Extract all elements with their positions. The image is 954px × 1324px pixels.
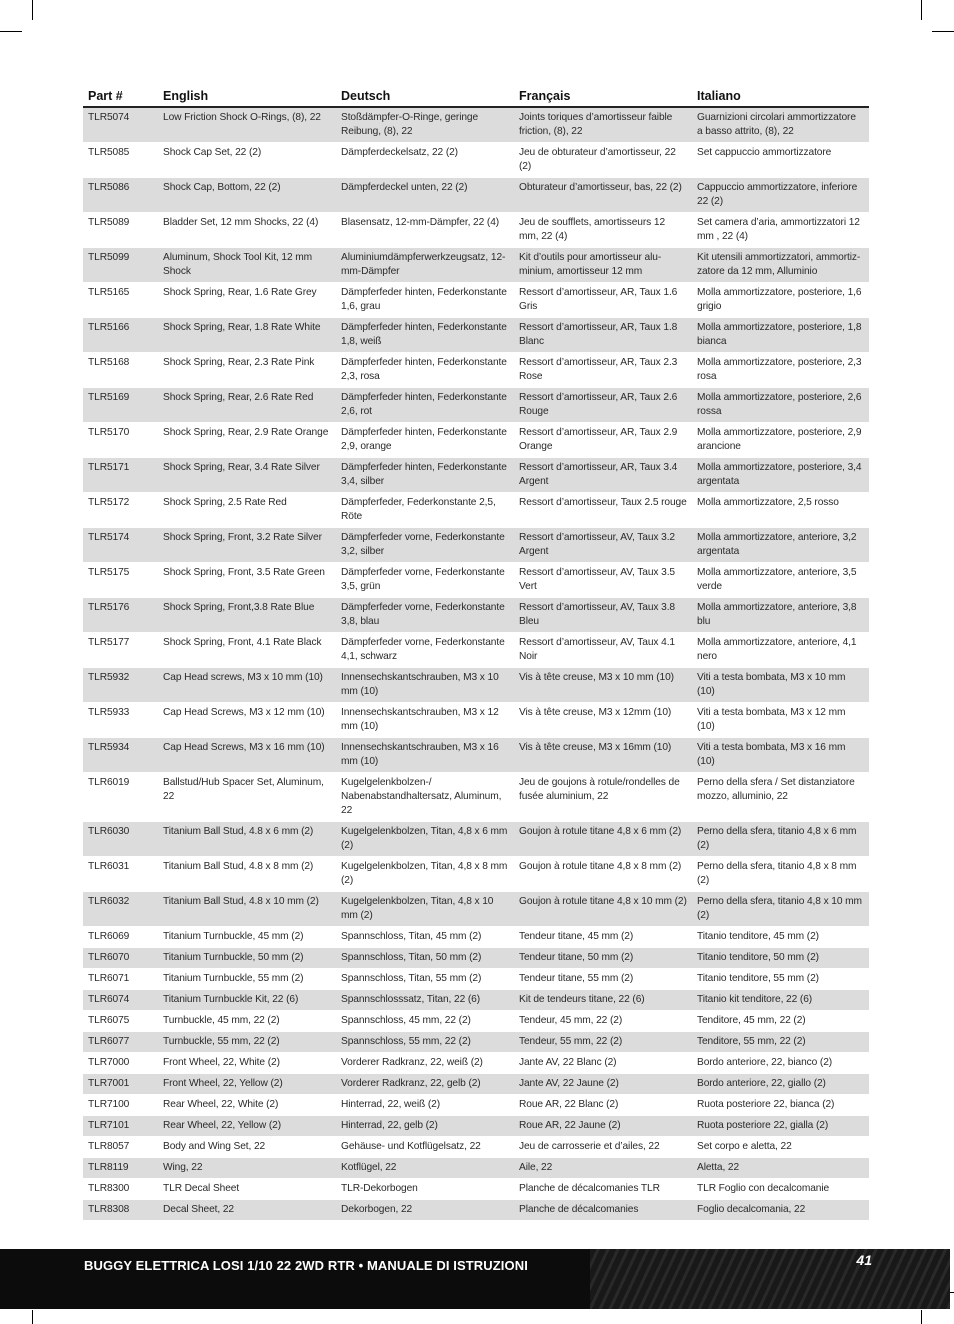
- cell-english: Titanium Turnbuckle, 55 mm (2): [158, 969, 336, 990]
- cell-english: Titanium Turnbuckle, 50 mm (2): [158, 948, 336, 969]
- cell-english: Shock Spring, Front, 4.1 Rate Black: [158, 633, 336, 668]
- cell-italiano: Molla ammortizzatore, posteriore, 2,6 rossa: [692, 388, 869, 423]
- table-row: [83, 493, 869, 528]
- cell-italiano: Set camera d’aria, ammortizzatori 12 mm , 22 (4): [692, 213, 869, 248]
- cell-deutsch: Hinterrad, 22, weiß (2): [336, 1095, 514, 1116]
- page-number: 41: [856, 1252, 872, 1268]
- cell-part-number: TLR5177: [83, 633, 158, 668]
- cell-francais: Tendeur titane, 45 mm (2): [514, 927, 692, 948]
- cell-francais: Planche de décalcomanies: [514, 1200, 692, 1221]
- cell-part-number: TLR5169: [83, 388, 158, 423]
- parts-table: [83, 84, 869, 1221]
- cell-english: Shock Spring, Rear, 1.8 Rate White: [158, 318, 336, 353]
- cell-english: Aluminum, Shock Tool Kit, 12 mm Shock: [158, 248, 336, 283]
- cell-francais: Kit de tendeurs titane, 22 (6): [514, 990, 692, 1011]
- cell-english: Rear Wheel, 22, Yellow (2): [158, 1116, 336, 1137]
- cell-english: TLR Decal Sheet: [158, 1179, 336, 1200]
- cell-italiano: Titanio kit tenditore, 22 (6): [692, 990, 869, 1011]
- cell-english: Shock Spring, Front,3.8 Rate Blue: [158, 598, 336, 633]
- cell-english: Ballstud/Hub Spacer Set, Aluminum, 22: [158, 773, 336, 822]
- cell-deutsch: Dämpferdeckelsatz, 22 (2): [336, 143, 514, 178]
- cell-francais: Obturateur d’amortisseur, bas, 22 (2): [514, 178, 692, 213]
- cell-part-number: TLR5176: [83, 598, 158, 633]
- cell-deutsch: Kugelgelenkbolzen-/ Nabenabstandhaltersatz, Aluminum, 22: [336, 773, 514, 822]
- table-row: [83, 857, 869, 892]
- crop-mark: [932, 31, 954, 32]
- cell-english: Shock Spring, Front, 3.2 Rate Silver: [158, 528, 336, 563]
- cell-italiano: Bordo anteriore, 22, giallo (2): [692, 1074, 869, 1095]
- cell-deutsch: Spannschlosssatz, Titan, 22 (6): [336, 990, 514, 1011]
- cell-part-number: TLR5099: [83, 248, 158, 283]
- crop-mark: [0, 31, 22, 32]
- table-row: [83, 563, 869, 598]
- table-row: [83, 1095, 869, 1116]
- table-row: [83, 1074, 869, 1095]
- cell-part-number: TLR6032: [83, 892, 158, 927]
- cell-francais: Vis à tête creuse, M3 x 10 mm (10): [514, 668, 692, 703]
- cell-part-number: TLR6031: [83, 857, 158, 892]
- cell-part-number: TLR5166: [83, 318, 158, 353]
- cell-italiano: Tenditore, 45 mm, 22 (2): [692, 1011, 869, 1032]
- cell-english: Body and Wing Set, 22: [158, 1137, 336, 1158]
- cell-francais: Ressort d’amortisseur, AR, Taux 2.3 Rose: [514, 353, 692, 388]
- cell-english: Turnbuckle, 45 mm, 22 (2): [158, 1011, 336, 1032]
- cell-deutsch: Kugelgelenkbolzen, Titan, 4,8 x 8 mm (2): [336, 857, 514, 892]
- cell-deutsch: Innensechskantschrauben, M3 x 12 mm (10): [336, 703, 514, 738]
- table-row: [83, 633, 869, 668]
- cell-english: Titanium Turnbuckle Kit, 22 (6): [158, 990, 336, 1011]
- cell-part-number: TLR7000: [83, 1053, 158, 1074]
- table-row: [83, 948, 869, 969]
- cell-part-number: TLR6075: [83, 1011, 158, 1032]
- cell-francais: Goujon à rotule titane 4,8 x 10 mm (2): [514, 892, 692, 927]
- cell-deutsch: Dämpferfeder hinten, Federkonstante 2,3, rosa: [336, 353, 514, 388]
- cell-francais: Ressort d’amortisseur, AV, Taux 3.5 Vert: [514, 563, 692, 598]
- cell-francais: Ressort d’amortisseur, Taux 2.5 rouge: [514, 493, 692, 528]
- cell-deutsch: Spannschloss, 55 mm, 22 (2): [336, 1032, 514, 1053]
- cell-part-number: TLR7001: [83, 1074, 158, 1095]
- cell-deutsch: Blasensatz, 12-mm-Dämpfer, 22 (4): [336, 213, 514, 248]
- cell-english: Titanium Ball Stud, 4.8 x 6 mm (2): [158, 822, 336, 857]
- cell-italiano: Perno della sfera / Set distanziatore mozzo, alluminio, 22: [692, 773, 869, 822]
- footer-left-cap: [0, 1249, 32, 1309]
- table-row: [83, 423, 869, 458]
- cell-francais: Tendeur titane, 50 mm (2): [514, 948, 692, 969]
- cell-francais: Jeu de obturateur d’amortisseur, 22 (2): [514, 143, 692, 178]
- cell-english: Titanium Turnbuckle, 45 mm (2): [158, 927, 336, 948]
- cell-part-number: TLR5089: [83, 213, 158, 248]
- cell-francais: Jeu de soufflets, amortisseurs 12 mm, 22 (4): [514, 213, 692, 248]
- cell-francais: Jante AV, 22 Blanc (2): [514, 1053, 692, 1074]
- cell-italiano: Ruota posteriore 22, gialla (2): [692, 1116, 869, 1137]
- table-row: [83, 738, 869, 773]
- cell-italiano: Viti a testa bombata, M3 x 16 mm (10): [692, 738, 869, 773]
- cell-part-number: TLR5171: [83, 458, 158, 493]
- table-row: [83, 107, 869, 143]
- cell-italiano: Perno della sfera, titanio 4,8 x 6 mm (2): [692, 822, 869, 857]
- cell-part-number: TLR6077: [83, 1032, 158, 1053]
- cell-deutsch: Hinterrad, 22, gelb (2): [336, 1116, 514, 1137]
- cell-italiano: Molla ammortizzatore, anteriore, 3,2 argentata: [692, 528, 869, 563]
- cell-italiano: Molla ammortizzatore, posteriore, 1,8 bianca: [692, 318, 869, 353]
- cell-part-number: TLR8057: [83, 1137, 158, 1158]
- cell-italiano: Bordo anteriore, 22, bianco (2): [692, 1053, 869, 1074]
- cell-deutsch: Dekorbogen, 22: [336, 1200, 514, 1221]
- cell-deutsch: Gehäuse- und Kotflügelsatz, 22: [336, 1137, 514, 1158]
- column-header-part: Part #: [83, 84, 158, 107]
- cell-italiano: Molla ammortizzatore, 2,5 rosso: [692, 493, 869, 528]
- cell-italiano: Set corpo e aletta, 22: [692, 1137, 869, 1158]
- cell-part-number: TLR5168: [83, 353, 158, 388]
- table-row: [83, 598, 869, 633]
- cell-italiano: Molla ammortizzatore, posteriore, 2,9 arancione: [692, 423, 869, 458]
- cell-italiano: Guarnizioni circolari ammortizzatore a basso attrito, (8), 22: [692, 107, 869, 143]
- cell-deutsch: Dämpferfeder hinten, Federkonstante 1,6, grau: [336, 283, 514, 318]
- cell-italiano: Ruota posteriore 22, bianca (2): [692, 1095, 869, 1116]
- table-row: [83, 892, 869, 927]
- table-row: [83, 990, 869, 1011]
- cell-italiano: Foglio decalcomania, 22: [692, 1200, 869, 1221]
- cell-part-number: TLR6030: [83, 822, 158, 857]
- cell-italiano: Molla ammortizzatore, posteriore, 3,4 argentata: [692, 458, 869, 493]
- cell-deutsch: Spannschloss, Titan, 50 mm (2): [336, 948, 514, 969]
- cell-english: Shock Spring, Rear, 1.6 Rate Grey: [158, 283, 336, 318]
- cell-deutsch: Dämpferdeckel unten, 22 (2): [336, 178, 514, 213]
- cell-english: Titanium Ball Stud, 4.8 x 10 mm (2): [158, 892, 336, 927]
- cell-deutsch: Kugelgelenkbolzen, Titan, 4,8 x 10 mm (2): [336, 892, 514, 927]
- cell-part-number: TLR5172: [83, 493, 158, 528]
- cell-deutsch: Aluminiumdämpferwerkzeugsatz, 12-mm-Dämpfer: [336, 248, 514, 283]
- table-row: [83, 1116, 869, 1137]
- cell-francais: Roue AR, 22 Jaune (2): [514, 1116, 692, 1137]
- table-row: [83, 1179, 869, 1200]
- cell-italiano: TLR Foglio con decalcomanie: [692, 1179, 869, 1200]
- cell-deutsch: Dämpferfeder, Federkonstante 2,5, Röte: [336, 493, 514, 528]
- cell-francais: Kit d’outils pour amortisseur aluminium, amortisseur 12 mm: [514, 248, 692, 283]
- cell-english: Front Wheel, 22, White (2): [158, 1053, 336, 1074]
- cell-english: Cap Head Screws, M3 x 16 mm (10): [158, 738, 336, 773]
- cell-english: Cap Head screws, M3 x 10 mm (10): [158, 668, 336, 703]
- cell-part-number: TLR5175: [83, 563, 158, 598]
- cell-italiano: Molla ammortizzatore, posteriore, 2,3 rosa: [692, 353, 869, 388]
- cell-italiano: Titanio tenditore, 50 mm (2): [692, 948, 869, 969]
- cell-francais: Jeu de goujons à rotule/rondelles de fusée aluminium, 22: [514, 773, 692, 822]
- cell-francais: Ressort d’amortisseur, AV, Taux 4.1 Noir: [514, 633, 692, 668]
- cell-part-number: TLR5085: [83, 143, 158, 178]
- cell-english: Shock Cap, Bottom, 22 (2): [158, 178, 336, 213]
- cell-deutsch: Vorderer Radkranz, 22, gelb (2): [336, 1074, 514, 1095]
- table-row: [83, 143, 869, 178]
- cell-italiano: Perno della sfera, titanio 4,8 x 10 mm (2): [692, 892, 869, 927]
- column-header-english: English: [158, 84, 336, 107]
- cell-part-number: TLR8308: [83, 1200, 158, 1221]
- table-header-row: [83, 84, 869, 107]
- cell-francais: Ressort d’amortisseur, AR, Taux 2.6 Rouge: [514, 388, 692, 423]
- cell-english: Low Friction Shock O-Rings, (8), 22: [158, 107, 336, 143]
- table-row: [83, 1200, 869, 1221]
- cell-italiano: Viti a testa bombata, M3 x 12 mm (10): [692, 703, 869, 738]
- page-footer: [32, 1249, 950, 1309]
- cell-italiano: Cappuccio ammortizzatore, inferiore 22 (2): [692, 178, 869, 213]
- crop-mark: [921, 0, 922, 20]
- table-row: [83, 773, 869, 822]
- table-row: [83, 822, 869, 857]
- cell-francais: Ressort d’amortisseur, AV, Taux 3.2 Argent: [514, 528, 692, 563]
- table-row: [83, 178, 869, 213]
- cell-part-number: TLR7100: [83, 1095, 158, 1116]
- cell-italiano: Perno della sfera, titanio 4,8 x 8 mm (2): [692, 857, 869, 892]
- table-row: [83, 1011, 869, 1032]
- cell-part-number: TLR5086: [83, 178, 158, 213]
- cell-english: Titanium Ball Stud, 4.8 x 8 mm (2): [158, 857, 336, 892]
- cell-francais: Aile, 22: [514, 1158, 692, 1179]
- cell-italiano: Molla ammortizzatore, posteriore, 1,6 grigio: [692, 283, 869, 318]
- cell-deutsch: Kotflügel, 22: [336, 1158, 514, 1179]
- cell-english: Shock Spring, Rear, 3.4 Rate Silver: [158, 458, 336, 493]
- cell-english: Shock Cap Set, 22 (2): [158, 143, 336, 178]
- cell-francais: Ressort d’amortisseur, AR, Taux 2.9 Orange: [514, 423, 692, 458]
- column-header-francais: Français: [514, 84, 692, 107]
- table-row: [83, 703, 869, 738]
- cell-italiano: Titanio tenditore, 55 mm (2): [692, 969, 869, 990]
- table-row: [83, 528, 869, 563]
- column-header-italiano: Italiano: [692, 84, 869, 107]
- table-row: [83, 1053, 869, 1074]
- cell-part-number: TLR5170: [83, 423, 158, 458]
- cell-deutsch: Dämpferfeder vorne, Federkonstante 3,8, blau: [336, 598, 514, 633]
- table-row: [83, 318, 869, 353]
- cell-francais: Jeu de carrosserie et d’ailes, 22: [514, 1137, 692, 1158]
- cell-english: Shock Spring, Rear, 2.6 Rate Red: [158, 388, 336, 423]
- cell-english: Wing, 22: [158, 1158, 336, 1179]
- cell-deutsch: Innensechskantschrauben, M3 x 16 mm (10): [336, 738, 514, 773]
- cell-part-number: TLR7101: [83, 1116, 158, 1137]
- cell-francais: Joints toriques d’amortisseur faible friction, (8), 22: [514, 107, 692, 143]
- cell-francais: Goujon à rotule titane 4,8 x 6 mm (2): [514, 822, 692, 857]
- cell-english: Shock Spring, Rear, 2.9 Rate Orange: [158, 423, 336, 458]
- cell-part-number: TLR6071: [83, 969, 158, 990]
- crop-mark: [32, 1310, 33, 1324]
- table-row: [83, 1158, 869, 1179]
- cell-francais: Ressort d’amortisseur, AV, Taux 3.8 Bleu: [514, 598, 692, 633]
- cell-deutsch: Dämpferfeder hinten, Federkonstante 1,8, weiß: [336, 318, 514, 353]
- cell-part-number: TLR6019: [83, 773, 158, 822]
- cell-francais: Jante AV, 22 Jaune (2): [514, 1074, 692, 1095]
- cell-italiano: Aletta, 22: [692, 1158, 869, 1179]
- cell-part-number: TLR5165: [83, 283, 158, 318]
- cell-english: Shock Spring, 2.5 Rate Red: [158, 493, 336, 528]
- table-row: [83, 248, 869, 283]
- cell-deutsch: Innensechskantschrauben, M3 x 10 mm (10): [336, 668, 514, 703]
- cell-deutsch: Stoßdämpfer-O-Ringe, geringe Reibung, (8), 22: [336, 107, 514, 143]
- table-row: [83, 927, 869, 948]
- column-header-deutsch: Deutsch: [336, 84, 514, 107]
- cell-part-number: TLR5933: [83, 703, 158, 738]
- cell-deutsch: Dämpferfeder vorne, Federkonstante 3,2, silber: [336, 528, 514, 563]
- cell-francais: Goujon à rotule titane 4,8 x 8 mm (2): [514, 857, 692, 892]
- cell-francais: Tendeur, 45 mm, 22 (2): [514, 1011, 692, 1032]
- cell-english: Bladder Set, 12 mm Shocks, 22 (4): [158, 213, 336, 248]
- cell-deutsch: Spannschloss, 45 mm, 22 (2): [336, 1011, 514, 1032]
- cell-part-number: TLR8119: [83, 1158, 158, 1179]
- table-row: [83, 213, 869, 248]
- footer-stripes: [590, 1249, 950, 1309]
- cell-italiano: Kit utensili ammortizzatori, ammortizzatore da 12 mm, Alluminio: [692, 248, 869, 283]
- table-row: [83, 668, 869, 703]
- cell-deutsch: Dämpferfeder hinten, Federkonstante 2,9, orange: [336, 423, 514, 458]
- cell-deutsch: Kugelgelenkbolzen, Titan, 4,8 x 6 mm (2): [336, 822, 514, 857]
- cell-francais: Vis à tête creuse, M3 x 12mm (10): [514, 703, 692, 738]
- cell-francais: Vis à tête creuse, M3 x 16mm (10): [514, 738, 692, 773]
- cell-english: Shock Spring, Front, 3.5 Rate Green: [158, 563, 336, 598]
- cell-francais: Tendeur, 55 mm, 22 (2): [514, 1032, 692, 1053]
- cell-deutsch: Spannschloss, Titan, 55 mm (2): [336, 969, 514, 990]
- table-row: [83, 1032, 869, 1053]
- cell-italiano: Molla ammortizzatore, anteriore, 3,5 verde: [692, 563, 869, 598]
- footer-title: BUGGY ELETTRICA LOSI 1/10 22 2WD RTR • MANUALE DI ISTRUZIONI: [84, 1258, 528, 1273]
- cell-part-number: TLR6074: [83, 990, 158, 1011]
- cell-deutsch: Dämpferfeder hinten, Federkonstante 3,4, silber: [336, 458, 514, 493]
- cell-english: Turnbuckle, 55 mm, 22 (2): [158, 1032, 336, 1053]
- crop-mark: [32, 0, 33, 20]
- table-body: [83, 107, 869, 1221]
- cell-deutsch: Vorderer Radkranz, 22, weiß (2): [336, 1053, 514, 1074]
- cell-italiano: Titanio tenditore, 45 mm (2): [692, 927, 869, 948]
- cell-part-number: TLR6069: [83, 927, 158, 948]
- cell-part-number: TLR5934: [83, 738, 158, 773]
- cell-francais: Ressort d’amortisseur, AR, Taux 1.6 Gris: [514, 283, 692, 318]
- cell-english: Decal Sheet, 22: [158, 1200, 336, 1221]
- cell-deutsch: TLR-Dekorbogen: [336, 1179, 514, 1200]
- cell-deutsch: Dämpferfeder vorne, Federkonstante 4,1, schwarz: [336, 633, 514, 668]
- cell-francais: Ressort d’amortisseur, AR, Taux 3.4 Argent: [514, 458, 692, 493]
- cell-part-number: TLR5074: [83, 107, 158, 143]
- cell-deutsch: Spannschloss, Titan, 45 mm (2): [336, 927, 514, 948]
- cell-part-number: TLR5174: [83, 528, 158, 563]
- cell-italiano: Molla ammortizzatore, anteriore, 4,1 nero: [692, 633, 869, 668]
- cell-italiano: Molla ammortizzatore, anteriore, 3,8 blu: [692, 598, 869, 633]
- cell-english: Shock Spring, Rear, 2.3 Rate Pink: [158, 353, 336, 388]
- table-row: [83, 1137, 869, 1158]
- cell-deutsch: Dämpferfeder hinten, Federkonstante 2,6, rot: [336, 388, 514, 423]
- table-row: [83, 458, 869, 493]
- cell-english: Front Wheel, 22, Yellow (2): [158, 1074, 336, 1095]
- cell-francais: Ressort d’amortisseur, AR, Taux 1.8 Blanc: [514, 318, 692, 353]
- cell-english: Cap Head Screws, M3 x 12 mm (10): [158, 703, 336, 738]
- crop-mark: [921, 1310, 922, 1324]
- table-row: [83, 969, 869, 990]
- cell-francais: Planche de décalcomanies TLR: [514, 1179, 692, 1200]
- table-row: [83, 388, 869, 423]
- cell-francais: Roue AR, 22 Blanc (2): [514, 1095, 692, 1116]
- table-row: [83, 353, 869, 388]
- cell-italiano: Set cappuccio ammortizzatore: [692, 143, 869, 178]
- cell-part-number: TLR5932: [83, 668, 158, 703]
- cell-english: Rear Wheel, 22, White (2): [158, 1095, 336, 1116]
- cell-deutsch: Dämpferfeder vorne, Federkonstante 3,5, grün: [336, 563, 514, 598]
- cell-francais: Tendeur titane, 55 mm (2): [514, 969, 692, 990]
- cell-italiano: Tenditore, 55 mm, 22 (2): [692, 1032, 869, 1053]
- cell-part-number: TLR6070: [83, 948, 158, 969]
- cell-italiano: Viti a testa bombata, M3 x 10 mm (10): [692, 668, 869, 703]
- table-row: [83, 283, 869, 318]
- cell-part-number: TLR8300: [83, 1179, 158, 1200]
